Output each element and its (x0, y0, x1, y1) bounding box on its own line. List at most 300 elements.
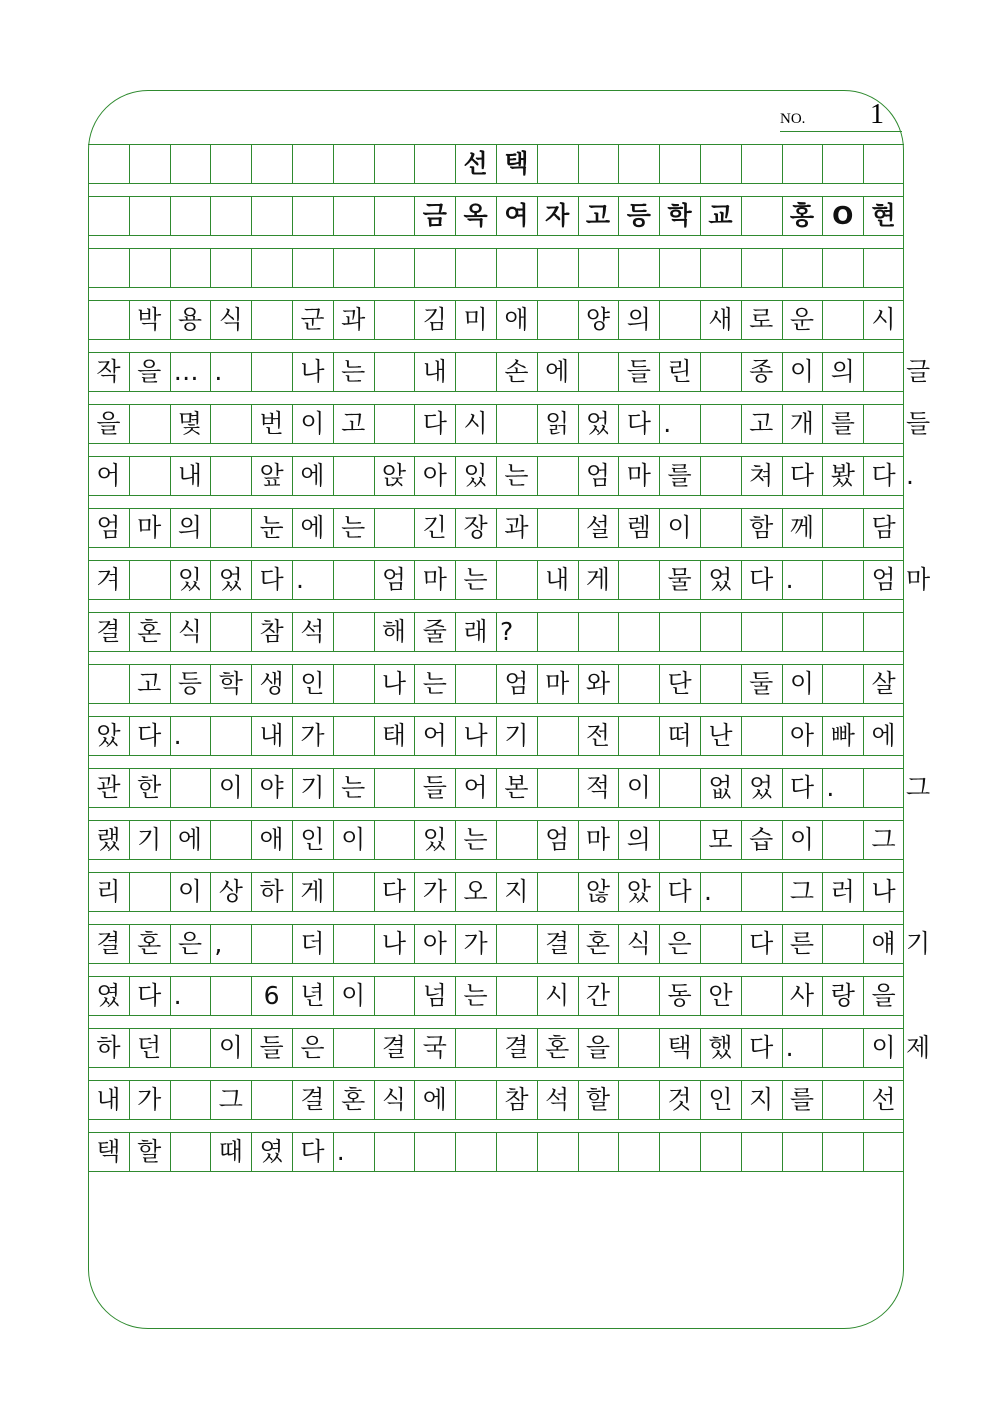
grid-character: 가 (300, 721, 325, 750)
grid-character: 쳐 (749, 461, 774, 490)
grid-divider (210, 509, 211, 547)
grid-divider (251, 1081, 252, 1119)
grid-divider (170, 1133, 171, 1171)
grid-character: 을 (585, 1033, 611, 1062)
grid-divider (455, 1081, 456, 1119)
grid-divider (618, 1133, 619, 1171)
grid-character: 다 (789, 461, 815, 490)
grid-character: 이 (341, 981, 366, 1010)
grid-character: 가 (137, 1085, 162, 1114)
grid-character: ? (500, 617, 514, 646)
grid-character: 의 (626, 825, 651, 854)
grid-character: 몇 (177, 409, 203, 438)
grid-character: 러 (830, 877, 855, 906)
grid-character: 래 (463, 617, 488, 646)
grid-character: 년 (300, 981, 325, 1010)
grid-divider (129, 405, 130, 443)
grid-character: 께 (789, 513, 815, 542)
grid-character: 상 (218, 877, 243, 906)
grid-character: 었 (585, 409, 611, 438)
grid-character: 결 (300, 1085, 325, 1114)
grid-divider (292, 249, 293, 287)
grid-character: 담 (871, 513, 896, 542)
grid-character: . (785, 565, 794, 594)
grid-divider (129, 249, 130, 287)
grid-character: 난 (708, 721, 733, 750)
grid-divider (251, 145, 252, 183)
grid-character: 나 (381, 669, 407, 698)
grid-character: 내 (422, 357, 447, 386)
grid-divider (782, 1133, 783, 1171)
grid-character: 결 (504, 1033, 529, 1062)
grid-character: 사 (789, 981, 815, 1010)
grid-character: 이 (789, 825, 815, 854)
grid-character: 리 (96, 877, 121, 906)
grid-divider (700, 925, 701, 963)
grid-character: 기 (300, 773, 325, 802)
grid-divider (292, 145, 293, 183)
grid-character: 인 (300, 825, 325, 854)
grid-divider (374, 145, 375, 183)
grid-divider (537, 457, 538, 495)
grid-character: 시 (463, 409, 488, 438)
grid-character: 택 (667, 1033, 692, 1062)
grid-divider (700, 353, 701, 391)
grid-divider (822, 613, 823, 651)
grid-character: 앉 (381, 461, 407, 490)
grid-character: 다 (749, 565, 774, 594)
grid-character: 함 (749, 513, 774, 542)
grid-character: 고 (341, 409, 366, 438)
grid-character: 앞 (259, 461, 284, 490)
grid-character: 나 (300, 357, 325, 386)
grid-character: 이 (218, 773, 243, 802)
grid-character: . (173, 721, 182, 750)
grid-character: 내 (96, 1085, 121, 1114)
grid-divider (455, 1029, 456, 1067)
grid-character: 없 (708, 773, 733, 802)
grid-character: 나 (871, 877, 896, 906)
grid-character: 작 (96, 357, 121, 386)
grid-character: 야 (259, 773, 284, 802)
grid-character: 들 (259, 1033, 284, 1062)
grid-divider (129, 561, 130, 599)
grid-character: 기 (137, 825, 162, 854)
grid-character: 이 (789, 357, 815, 386)
grid-character: . (336, 1137, 345, 1166)
grid-character: O (832, 201, 854, 230)
grid-character: 다 (871, 461, 896, 490)
grid-character: 다 (137, 721, 162, 750)
grid-character: 들 (422, 773, 447, 802)
grid-character: 미 (463, 305, 488, 334)
grid-divider (129, 145, 130, 183)
grid-divider (170, 1081, 171, 1119)
grid-row (88, 196, 904, 236)
grid-divider (333, 665, 334, 703)
grid-character: 아 (789, 721, 815, 750)
grid-character: 참 (259, 617, 284, 646)
grid-character: 눈 (259, 513, 284, 542)
grid-character: 고 (137, 669, 162, 698)
grid-divider (210, 717, 211, 755)
grid-character: 김 (422, 305, 447, 334)
grid-character: 엄 (545, 825, 570, 854)
grid-divider (210, 613, 211, 651)
grid-character: 은 (300, 1033, 325, 1062)
grid-character: 택 (96, 1137, 121, 1166)
grid-character: 있 (422, 825, 447, 854)
grid-row (88, 248, 904, 288)
grid-character: 떠 (667, 721, 692, 750)
grid-character: 는 (341, 773, 366, 802)
grid-character: 결 (381, 1033, 407, 1062)
grid-row (88, 560, 931, 600)
grid-character: 긴 (422, 513, 447, 542)
grid-divider (618, 249, 619, 287)
grid-divider (170, 769, 171, 807)
page-number-label: NO. (780, 111, 806, 127)
grid-character: . (785, 1033, 794, 1062)
grid-divider (455, 1133, 456, 1171)
grid-divider (700, 1133, 701, 1171)
grid-character: 종 (749, 357, 774, 386)
grid-row (88, 768, 931, 808)
grid-character: 엄 (504, 669, 529, 698)
grid-character: 는 (341, 357, 366, 386)
grid-character: 석 (545, 1085, 570, 1114)
grid-divider (455, 665, 456, 703)
grid-divider (863, 613, 864, 651)
grid-character: 적 (585, 773, 611, 802)
grid-character: 로 (749, 305, 774, 334)
grid-divider (210, 405, 211, 443)
grid-character: 그 (871, 825, 896, 854)
grid-character: 에 (871, 721, 896, 750)
grid-divider (659, 249, 660, 287)
grid-divider (537, 1133, 538, 1171)
grid-character: 에 (300, 513, 325, 542)
grid-character: 는 (463, 825, 488, 854)
grid-character: 었 (708, 565, 733, 594)
grid-character: 태 (381, 721, 407, 750)
grid-character: 때 (218, 1137, 243, 1166)
grid-character: 와 (585, 669, 611, 698)
grid-character: 내 (259, 721, 284, 750)
grid-character: 어 (463, 773, 488, 802)
grid-character: 아 (422, 929, 447, 958)
grid-character: 았 (96, 721, 121, 750)
grid-character: 석 (300, 617, 325, 646)
grid-row (88, 456, 914, 496)
margin-overflow-character: 들 (906, 409, 931, 438)
grid-row (88, 820, 904, 860)
grid-divider (618, 613, 619, 651)
grid-character: 시 (871, 305, 896, 334)
grid-character: 다 (137, 981, 162, 1010)
grid-character: 다 (300, 1137, 325, 1166)
grid-character: 금 (422, 201, 447, 230)
grid-character: 모 (708, 825, 733, 854)
grid-character: 었 (749, 773, 774, 802)
grid-character: 가 (463, 929, 488, 958)
grid-divider (863, 769, 864, 807)
grid-character: 식 (177, 617, 203, 646)
grid-character: 습 (749, 825, 774, 854)
grid-divider (129, 873, 130, 911)
grid-row (88, 1132, 904, 1172)
grid-character: 혼 (137, 929, 162, 958)
grid-divider (700, 509, 701, 547)
grid-row (88, 1080, 904, 1120)
grid-divider (537, 145, 538, 183)
grid-divider (822, 925, 823, 963)
grid-divider (700, 249, 701, 287)
grid-character: 던 (137, 1033, 162, 1062)
grid-character: 6 (263, 981, 280, 1010)
grid-row (88, 612, 904, 652)
grid-divider (374, 353, 375, 391)
grid-divider (374, 197, 375, 235)
grid-divider (333, 561, 334, 599)
grid-divider (822, 509, 823, 547)
grid-divider (537, 769, 538, 807)
grid-character: 했 (708, 1033, 733, 1062)
grid-character: 게 (300, 877, 325, 906)
grid-character: 혼 (341, 1085, 366, 1114)
grid-character: 아 (422, 461, 447, 490)
grid-character: 양 (585, 305, 611, 334)
grid-divider (741, 249, 742, 287)
grid-character: . (214, 357, 223, 386)
grid-character: 다 (789, 773, 815, 802)
grid-character: , (214, 929, 223, 958)
grid-character: 을 (871, 981, 896, 1010)
grid-character: 에 (545, 357, 570, 386)
grid-divider (374, 1133, 375, 1171)
grid-divider (822, 249, 823, 287)
grid-divider (659, 821, 660, 859)
grid-row (88, 508, 904, 548)
grid-divider (863, 353, 864, 391)
grid-character: 과 (341, 305, 366, 334)
grid-divider (741, 197, 742, 235)
grid-divider (537, 249, 538, 287)
grid-row (88, 716, 904, 756)
grid-divider (741, 613, 742, 651)
grid-character: 다 (667, 877, 692, 906)
grid-character: 마 (422, 565, 447, 594)
grid-divider (537, 873, 538, 911)
grid-character: 에 (300, 461, 325, 490)
grid-divider (700, 457, 701, 495)
grid-divider (578, 613, 579, 651)
grid-divider (333, 145, 334, 183)
grid-character: 물 (667, 565, 692, 594)
grid-character: 해 (381, 617, 407, 646)
grid-character: 식 (626, 929, 651, 958)
grid-character: 인 (300, 669, 325, 698)
grid-character: 선 (871, 1085, 896, 1114)
grid-character: 그 (218, 1085, 243, 1114)
grid-character: 얘 (871, 929, 896, 958)
grid-character: 다 (381, 877, 407, 906)
grid-character: 마 (545, 669, 570, 698)
grid-character: 이 (626, 773, 651, 802)
grid-character: 기 (504, 721, 529, 750)
grid-character: 박 (137, 305, 162, 334)
grid-character: 를 (789, 1085, 815, 1114)
grid-character: 현 (871, 201, 896, 230)
grid-divider (210, 457, 211, 495)
grid-divider (822, 1081, 823, 1119)
grid-character: 옥 (463, 201, 488, 230)
grid-divider (374, 769, 375, 807)
margin-overflow-character: 마 (906, 565, 931, 594)
grid-character: 을 (137, 357, 162, 386)
grid-row (88, 300, 904, 340)
grid-row (88, 924, 931, 964)
grid-character: 동 (667, 981, 692, 1010)
grid-character: 이 (218, 1033, 243, 1062)
grid-row (88, 144, 904, 184)
grid-character: 둘 (749, 669, 774, 698)
grid-character: 운 (789, 305, 815, 334)
grid-character: 은 (177, 929, 203, 958)
grid-character: 의 (830, 357, 855, 386)
grid-divider (496, 249, 497, 287)
grid-divider (374, 977, 375, 1015)
grid-divider (741, 1133, 742, 1171)
grid-character: 관 (96, 773, 121, 802)
grid-character: 였 (96, 981, 121, 1010)
grid-character: . (296, 565, 304, 594)
grid-character: 이 (789, 669, 815, 698)
grid-divider (700, 405, 701, 443)
grid-character: 내 (177, 461, 203, 490)
grid-character: 를 (667, 461, 692, 490)
grid-divider (374, 249, 375, 287)
grid-divider (455, 249, 456, 287)
grid-divider (741, 717, 742, 755)
grid-character: 이 (871, 1033, 896, 1062)
grid-character: … (173, 357, 199, 386)
grid-character: 살 (871, 669, 896, 698)
grid-character: 른 (789, 929, 815, 958)
grid-divider (333, 197, 334, 235)
grid-character: 엄 (381, 565, 407, 594)
grid-divider (863, 249, 864, 287)
grid-character: 하 (259, 877, 284, 906)
grid-character: 설 (585, 513, 611, 542)
grid-character: 를 (830, 409, 855, 438)
grid-divider (822, 561, 823, 599)
grid-divider (455, 353, 456, 391)
grid-divider (251, 197, 252, 235)
grid-character: 할 (585, 1085, 611, 1114)
grid-character: 다 (749, 929, 774, 958)
grid-divider (251, 925, 252, 963)
grid-row (88, 872, 904, 912)
grid-character: . (826, 773, 835, 802)
grid-character: 이 (341, 825, 366, 854)
grid-character: 을 (96, 409, 121, 438)
grid-divider (618, 145, 619, 183)
grid-character: 군 (300, 305, 325, 334)
grid-character: 오 (463, 877, 488, 906)
grid-divider (251, 249, 252, 287)
grid-divider (618, 717, 619, 755)
grid-character: 내 (545, 565, 570, 594)
grid-character: 식 (381, 1085, 407, 1114)
grid-divider (537, 613, 538, 651)
grid-character: 넘 (422, 981, 447, 1010)
grid-divider (210, 145, 211, 183)
grid-character: 여 (504, 201, 529, 230)
margin-overflow-character: . (906, 461, 914, 490)
grid-character: 이 (177, 877, 203, 906)
grid-divider (374, 821, 375, 859)
grid-divider (333, 457, 334, 495)
grid-divider (537, 717, 538, 755)
grid-divider (333, 717, 334, 755)
grid-row (88, 352, 931, 392)
grid-divider (414, 145, 415, 183)
grid-divider (496, 405, 497, 443)
grid-divider (822, 1133, 823, 1171)
grid-character: 간 (585, 981, 611, 1010)
grid-divider (782, 145, 783, 183)
grid-divider (292, 197, 293, 235)
grid-divider (700, 665, 701, 703)
grid-divider (374, 509, 375, 547)
grid-divider (741, 977, 742, 1015)
grid-character: 학 (218, 669, 243, 698)
grid-character: 는 (341, 513, 366, 542)
grid-character: 결 (96, 617, 121, 646)
grid-character: 있 (463, 461, 488, 490)
grid-character: 다 (259, 565, 284, 594)
grid-character: 선 (463, 149, 488, 178)
grid-character: 참 (504, 1085, 529, 1114)
grid-divider (210, 197, 211, 235)
grid-character: 는 (463, 565, 488, 594)
grid-divider (659, 301, 660, 339)
grid-divider (414, 1133, 415, 1171)
grid-character: 홍 (789, 201, 815, 230)
grid-character: 애 (259, 825, 284, 854)
grid-divider (822, 821, 823, 859)
grid-character: 는 (463, 981, 488, 1010)
grid-divider (578, 249, 579, 287)
grid-divider (210, 977, 211, 1015)
grid-character: 번 (259, 409, 284, 438)
grid-divider (822, 1029, 823, 1067)
grid-character: 고 (749, 409, 774, 438)
grid-divider (496, 1133, 497, 1171)
grid-divider (333, 873, 334, 911)
grid-divider (333, 925, 334, 963)
grid-divider (333, 249, 334, 287)
margin-overflow-character: 제 (906, 1033, 931, 1062)
grid-character: 이 (667, 513, 692, 542)
grid-divider (782, 249, 783, 287)
grid-character: 혼 (545, 1033, 570, 1062)
grid-character: 한 (137, 773, 162, 802)
grid-character: 생 (259, 669, 284, 698)
grid-character: 할 (137, 1137, 162, 1166)
grid-character: 등 (177, 669, 203, 698)
